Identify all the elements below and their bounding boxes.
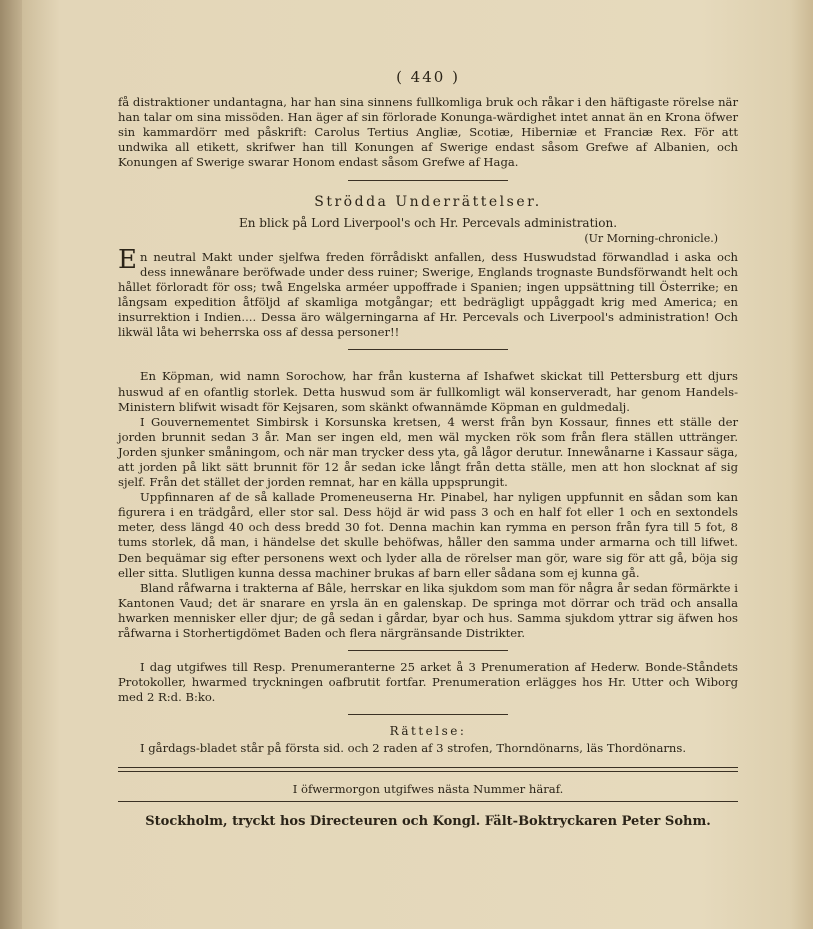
divider [348, 349, 508, 350]
article-title: En blick på Lord Liverpool's och Hr. Percevals administration. [238, 215, 618, 230]
news-item: Bland råfwarna i trakterna af Bâle, herrskar en lika sjukdom som man för några år sedan förmärkte i Kantonen Vaud; det är snarare en yrsla än en galenskap. De springa mot dörrar och träd och ansalla hwarken mennisker eller djur; de gå sedan i gårdar, byar och hus. Samma sjukdom yttrar sig äfwen hos råfwarna i Storhertigdömet Baden och flera närgränsande Distrikter. [118, 580, 738, 640]
double-divider [118, 767, 738, 772]
page-number: ( 440 ) [396, 68, 460, 86]
section-heading: Strödda Underrättelser. [314, 193, 542, 210]
intro-paragraph: få distraktioner undantagna, har han sina sinnens fullkomliga bruk och råkar i den häftigaste rörelse när han talar om sina missöden. Han äger af sin förlorade Konunga-wärdighet intet annat än en Krona öfwer sin kammardörr med påskrift: Carolus Tertius Angliæ, Scotiæ, Hiberniæ et Franciæ Rex. För att undwika all etikett, skrifwer han till Konungen af Swerige endast såsom Grefwe af Albanien, och Konungen af Swerige swarar Honom endast såsom Grefwe af Haga. [118, 95, 738, 170]
drop-cap: E [118, 244, 137, 275]
divider [348, 714, 508, 715]
correction-text: I gårdags-bladet står på första sid. och 2 raden af 3 strofen, Thorndönarns, läs Thordönarns. [140, 741, 687, 756]
news-item: I Gouvernementet Simbirsk i Korsunska kretsen, 4 werst från byn Kossaur, finnes ett ställe der jorden brunnit sedan 3 år. Man ser ingen eld, men wäl mycken rök som från flera ställen uttränger. Jorden sjunker småningom, och när man trycker dess yta, gå lågor derutur. Innewånarne i Kassaur säga, att jorden på likt sätt brunnit för 12 år sedan icke långt från detta ställe, men att hon slocknat af sig sjelf. Från det stället der jorden remnat, har en källa uppsprungit. [118, 414, 738, 490]
news-item: En Köpman, wid namn Sorochow, har från kusterna af Ishafwet skickat till Pettersburg ett djurs huswud af en ofantlig storlek. Detta huswud som är fullkomligt wäl konserveradt, har genom Handels-Ministern blifwit wisadt för Kejsaren, som skänkt ofwannämde Köpman en guldmedalj. [118, 369, 738, 414]
announcement: I dag utgifwes till Resp. Prenumeranterne 25 arket å 3 Prenumeration af Hederw. Bonde-Ståndets Protokoller, hwarmed tryckningen oafbrutit fortfar. Prenumeration erlägges hos Hr. Utter och Wiborg med 2 R:d. B:ko. [118, 660, 738, 705]
divider [348, 650, 508, 651]
printer-imprint: Stockholm, tryckt hos Directeuren och Kongl. Fält-Boktryckaren Peter Sohm. [145, 813, 711, 829]
divider [348, 180, 508, 181]
article-body: n neutral Makt under sjelfwa freden förrådiskt anfallen, dess Huswudstad förwandlad i aska och dess innewånare beröfwade under dess ruiner; Swerige, Englands trognaste Bundsförwandt helt och hållet förloradt för oss; twå Engelska arméer uppoffrade i Spanien; ingen uppsättning till Österrike; en långsam expedition åtföljd af skamliga motgångar; ett bedrägligt uppåggadt krig med America; en insurrektion i Indien.... Dessa äro wälgerningarna af Hr. Percevals och Liverpool's administration! Och likwäl låta wi beherrska oss af dessa personer!! [118, 249, 738, 340]
correction-heading: Rättelse: [389, 724, 467, 739]
article-paragraph [118, 244, 738, 341]
page-content [118, 70, 738, 829]
article-source: (Ur Morning-chronicle.) [584, 231, 718, 245]
news-item: Uppfinnaren af de så kallade Promeneuserna Hr. Pinabel, har nyligen uppfunnit en sådan som kan figurera i en trädgård, eller stor sal. Dess höjd är wid pass 3 och en half fot eller 1 och en sextondels meter, dess längd 40 och dess bredd 30 fot. Denna machin kan rymma en person från fyra till 5 fot, 8 tums storlek, då man, i händelse det skulle behöfwas, håller den samma under armarna och till lifwet. Den bequämar sig efter personens wext och lyder alla de rörelser man gör, ware sig för att gå, böja sig eller sitta. Slutligen kunna dessa machiner brukas af barn eller sådana som ej kunna gå. [118, 490, 738, 580]
next-issue-notice: I öfwermorgon utgifwes nästa Nummer häraf. [292, 781, 564, 796]
divider [118, 801, 738, 802]
book-gutter [0, 0, 22, 929]
